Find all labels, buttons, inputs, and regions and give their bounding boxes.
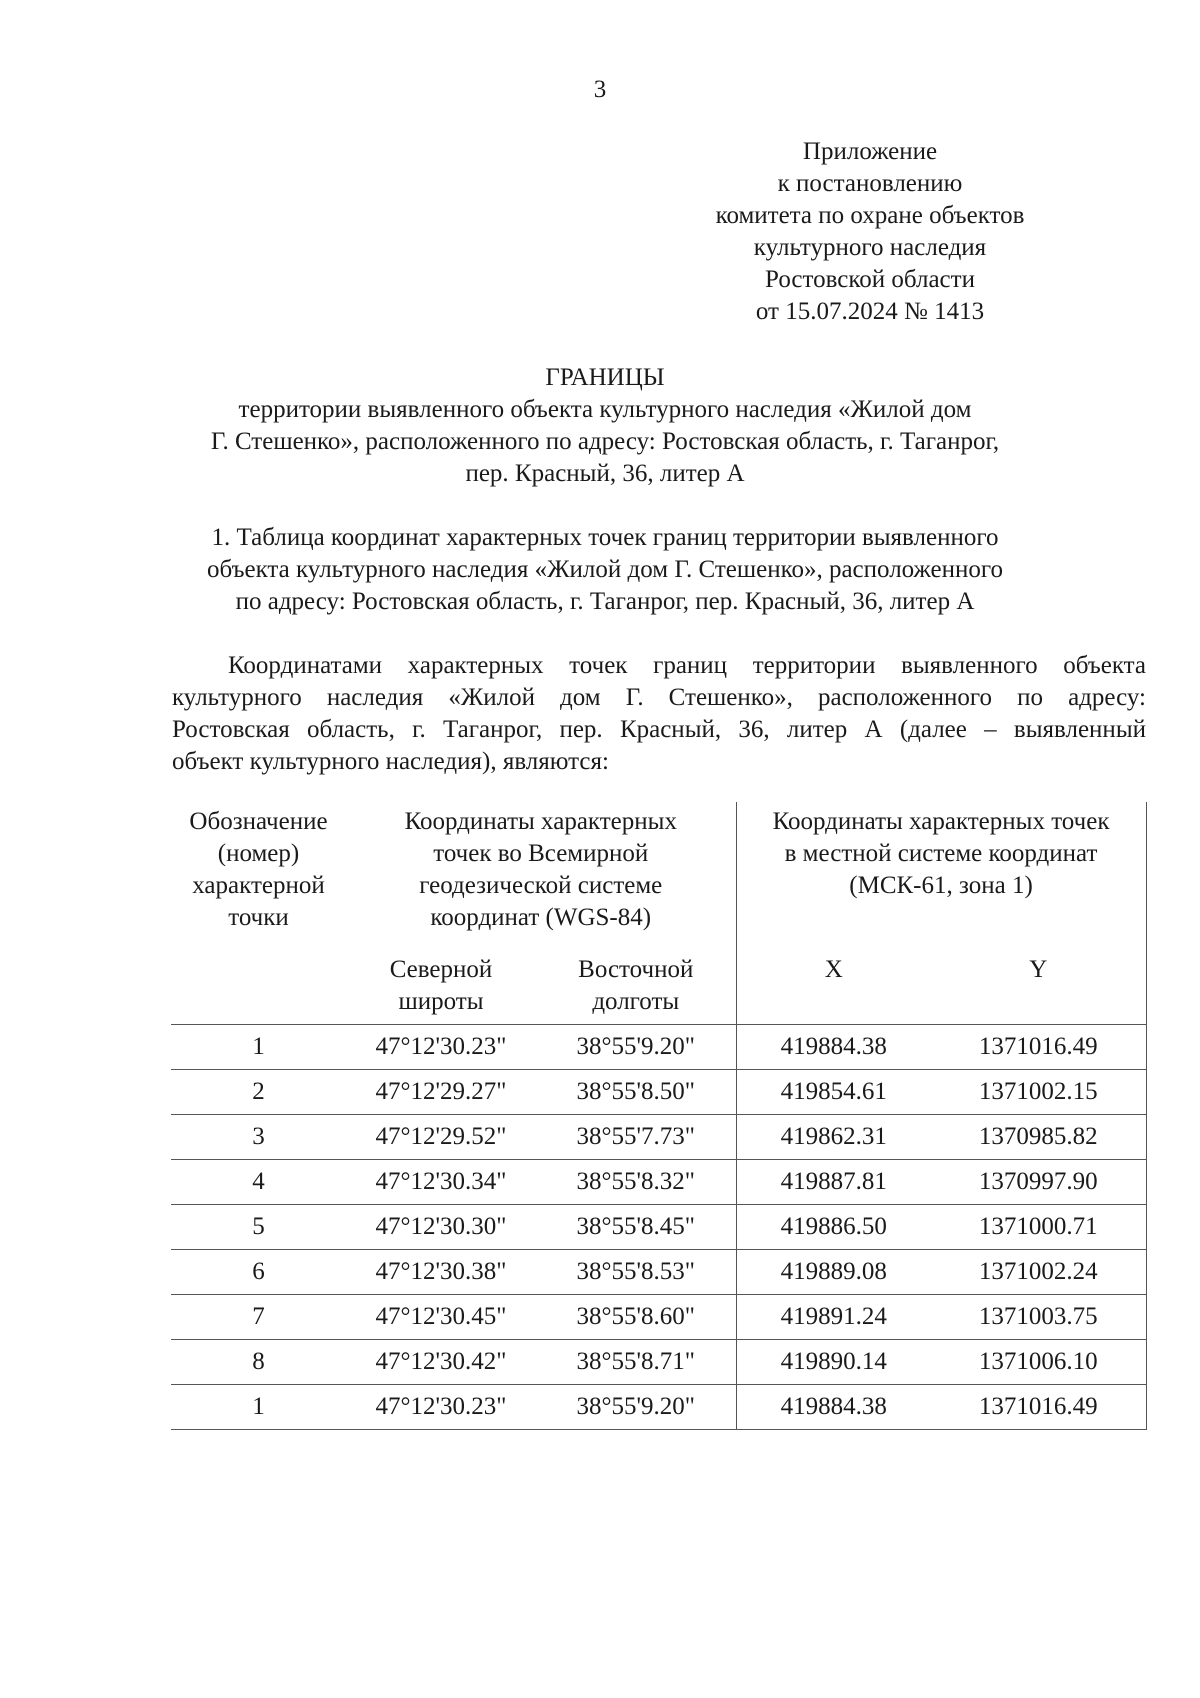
cell-y: 1371002.24 — [931, 1250, 1146, 1295]
title-line: Г. Стешенко», расположенного по адресу: Ростовская область, г. Таганрог, — [210, 428, 1000, 455]
cell-longitude: 38°55'8.60" — [536, 1295, 736, 1340]
cell-point: 2 — [171, 1070, 346, 1115]
header-point-number: Обозначение (номер) характерной точки — [189, 808, 328, 931]
table-row — [171, 1205, 1146, 1250]
cell-point: 3 — [171, 1115, 346, 1160]
cell-x: 419886.50 — [736, 1205, 931, 1250]
cell-point: 1 — [171, 1385, 346, 1430]
title-line: пер. Красный, 36, литер А — [465, 460, 745, 487]
cell-point: 8 — [171, 1340, 346, 1385]
cell-x: 419854.61 — [736, 1070, 931, 1115]
section-line: по адресу: Ростовская область, г. Таганрог, пер. Красный, 36, литер А — [235, 588, 975, 615]
appendix-line: Ростовской области — [765, 266, 975, 293]
cell-y: 1371016.49 — [931, 1025, 1146, 1070]
cell-longitude: 38°55'8.32" — [536, 1160, 736, 1205]
paragraph-line: Ростовская область, г. Таганрог, пер. Красный, 36, литер А (далее – выявленный — [172, 716, 1146, 743]
cell-point: 7 — [171, 1295, 346, 1340]
document-title — [150, 362, 1060, 490]
cell-longitude: 38°55'9.20" — [536, 1025, 736, 1070]
appendix-line: комитета по охране объектов — [715, 202, 1025, 229]
cell-longitude: 38°55'8.53" — [536, 1250, 736, 1295]
cell-point: 1 — [171, 1025, 346, 1070]
cell-latitude: 47°12'30.23" — [346, 1385, 536, 1430]
cell-y: 1371006.10 — [931, 1340, 1146, 1385]
section-heading — [150, 522, 1060, 618]
table-row — [171, 1385, 1146, 1430]
cell-x: 419884.38 — [736, 1385, 931, 1430]
cell-x: 419891.24 — [736, 1295, 931, 1340]
cell-latitude: 47°12'30.30" — [346, 1205, 536, 1250]
cell-latitude: 47°12'30.34" — [346, 1160, 536, 1205]
appendix-note — [700, 136, 1040, 328]
header-east-longitude: Восточной долготы — [578, 956, 694, 1015]
cell-latitude: 47°12'30.42" — [346, 1340, 536, 1385]
cell-x: 419862.31 — [736, 1115, 931, 1160]
table-header-row — [171, 802, 1146, 954]
cell-x: 419884.38 — [736, 1025, 931, 1070]
table-row — [171, 1340, 1146, 1385]
cell-longitude: 38°55'8.71" — [536, 1340, 736, 1385]
appendix-line: от 15.07.2024 № 1413 — [755, 298, 985, 325]
cell-y: 1371016.49 — [931, 1385, 1146, 1430]
header-wgs84: Координаты характерных точек во Всемирной геодезической системе координат (WGS-84) — [404, 808, 677, 931]
section-line: объекта культурного наследия «Жилой дом Г. Стешенко», расположенного — [207, 556, 1003, 583]
cell-point: 5 — [171, 1205, 346, 1250]
header-y: Y — [931, 954, 1146, 1025]
paragraph-line: Координатами характерных точек границ территории выявленного объекта — [228, 652, 1146, 679]
header-empty — [171, 954, 346, 1025]
cell-longitude: 38°55'9.20" — [536, 1385, 736, 1430]
header-north-latitude: Северной широты — [389, 956, 493, 1015]
intro-paragraph — [172, 650, 1146, 778]
cell-longitude: 38°55'8.45" — [536, 1205, 736, 1250]
paragraph-line: объект культурного наследия), являются: — [172, 748, 609, 775]
title-line: территории выявленного объекта культурного наследия «Жилой дом — [238, 396, 972, 423]
cell-latitude: 47°12'29.52" — [346, 1115, 536, 1160]
cell-point: 6 — [171, 1250, 346, 1295]
appendix-line: Приложение — [802, 138, 938, 165]
section-line: 1. Таблица координат характерных точек границ территории выявленного — [211, 524, 999, 551]
appendix-line: культурного наследия — [753, 234, 987, 261]
cell-x: 419887.81 — [736, 1160, 931, 1205]
appendix-line: к постановлению — [777, 170, 963, 197]
cell-y: 1371002.15 — [931, 1070, 1146, 1115]
cell-longitude: 38°55'8.50" — [536, 1070, 736, 1115]
table-row — [171, 1070, 1146, 1115]
table-row — [171, 1025, 1146, 1070]
header-x: X — [736, 954, 931, 1025]
cell-x: 419889.08 — [736, 1250, 931, 1295]
cell-y: 1371000.71 — [931, 1205, 1146, 1250]
page-number: 3 — [593, 76, 607, 103]
cell-point: 4 — [171, 1160, 346, 1205]
cell-y: 1370997.90 — [931, 1160, 1146, 1205]
cell-y: 1370985.82 — [931, 1115, 1146, 1160]
paragraph-line: культурного наследия «Жилой дом Г. Стешенко», расположенного по адресу: — [172, 684, 1146, 711]
header-msk61: Координаты характерных точек в местной системе координат (МСК-61, зона 1) — [736, 802, 1146, 954]
coordinates-table — [171, 802, 1147, 1430]
cell-latitude: 47°12'30.23" — [346, 1025, 536, 1070]
table-row — [171, 1295, 1146, 1340]
table-row — [171, 1160, 1146, 1205]
table-row — [171, 1250, 1146, 1295]
cell-latitude: 47°12'29.27" — [346, 1070, 536, 1115]
cell-x: 419890.14 — [736, 1340, 931, 1385]
cell-latitude: 47°12'30.45" — [346, 1295, 536, 1340]
table-subheader-row — [171, 954, 1146, 1025]
table-row — [171, 1115, 1146, 1160]
cell-y: 1371003.75 — [931, 1295, 1146, 1340]
title-heading: ГРАНИЦЫ — [545, 364, 665, 391]
cell-longitude: 38°55'7.73" — [536, 1115, 736, 1160]
cell-latitude: 47°12'30.38" — [346, 1250, 536, 1295]
